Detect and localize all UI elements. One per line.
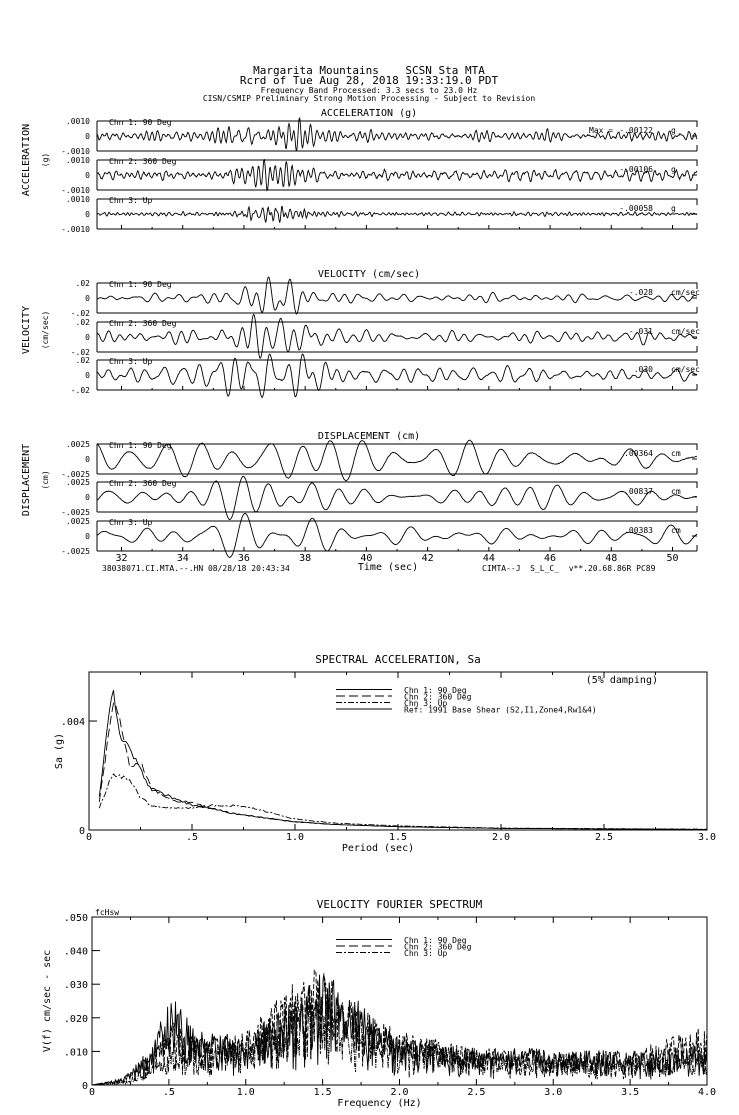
y-tick-label: .0010 xyxy=(65,117,90,126)
spectrum-line xyxy=(99,774,707,829)
channel-label: Chn 2: 360 Deg xyxy=(109,319,177,328)
channel-label: Chn 1: 90 Deg xyxy=(109,118,172,127)
y-tick-label: .0010 xyxy=(65,195,90,204)
legend-label: Chn 3: Up xyxy=(404,949,448,958)
channel-label: Chn 1: 90 Deg xyxy=(109,441,172,450)
x-tick-label: 4.0 xyxy=(697,1087,717,1098)
x-tick-label: 2.0 xyxy=(491,832,511,843)
peak-value: -.00106 xyxy=(619,165,653,174)
y-axis-unit: (cm/sec) xyxy=(41,310,50,350)
y-tick-label: .0010 xyxy=(65,156,90,165)
waveform-trace xyxy=(97,354,697,397)
legend-label: Chn 2: 360 Deg xyxy=(404,692,472,702)
peak-value: -.00058 xyxy=(619,204,653,213)
time-history-panel xyxy=(21,108,697,234)
y-tick-label: 0 xyxy=(85,333,90,342)
panel-title: DISPLACEMENT (cm) xyxy=(317,431,421,442)
y-tick-label: 0 xyxy=(85,294,90,303)
x-tick-label: 48 xyxy=(605,553,618,564)
y-tick-label: -.0025 xyxy=(61,508,90,517)
y-tick-label: .050 xyxy=(63,913,88,924)
y-tick-label: .0025 xyxy=(65,478,90,487)
x-tick-label: 2.0 xyxy=(390,1087,409,1098)
channel-label: Chn 2: 360 Deg xyxy=(109,479,177,488)
channel-label: Chn 3: Up xyxy=(109,196,153,205)
y-axis-label: Sa (g) xyxy=(54,732,65,770)
y-tick-label: -.0025 xyxy=(61,470,90,479)
peak-unit: g xyxy=(671,165,676,174)
y-tick-label: 0 xyxy=(85,171,90,180)
x-tick-label: 0 xyxy=(88,1087,96,1098)
header-processing-note: CISN/CSMIP Preliminary Strong Motion Processing - Subject to Revision xyxy=(202,94,536,103)
y-axis-label: V(f) cm/sec - sec xyxy=(42,949,53,1053)
channel-label: Chn 3: Up xyxy=(109,518,153,527)
y-tick-label: .0025 xyxy=(65,517,90,526)
spectrum-line xyxy=(99,703,707,829)
footer-processing-id: CIMTA--J S_L_C_ v**.20.68.86R PC89 xyxy=(482,564,656,573)
peak-unit: cm/sec xyxy=(671,327,700,336)
damping-note: (5% damping) xyxy=(585,675,658,686)
y-tick-label: 0 xyxy=(85,371,90,380)
peak-value: -.00122 xyxy=(619,126,653,135)
corner-label: fcHsw xyxy=(95,908,120,917)
y-tick-label: .010 xyxy=(63,1047,88,1059)
y-tick-label: -.0010 xyxy=(61,186,90,195)
y-tick-label: .0025 xyxy=(65,440,90,449)
x-tick-label: .5 xyxy=(162,1087,175,1098)
time-history-panel xyxy=(21,269,700,398)
x-tick-label: 3.0 xyxy=(544,1087,563,1098)
y-tick-label: 0 xyxy=(85,210,90,219)
y-tick-label: .02 xyxy=(75,279,90,288)
y-tick-label: .02 xyxy=(75,356,90,365)
peak-unit: cm/sec xyxy=(671,288,700,297)
y-tick-label: -.02 xyxy=(70,386,90,395)
peak-value: .030 xyxy=(633,365,653,374)
x-tick-label: 38 xyxy=(299,553,312,564)
y-tick-label: 0 xyxy=(85,532,90,541)
fourier-spectrum-chart xyxy=(42,898,716,1109)
x-tick-label: 36 xyxy=(237,553,250,564)
chart-title: SPECTRAL ACCELERATION, Sa xyxy=(315,653,481,666)
legend-label: Chn 1: 90 Deg xyxy=(404,686,467,695)
waveform-trace xyxy=(97,440,697,481)
peak-value: -.028 xyxy=(628,288,653,297)
peak-unit: cm xyxy=(671,487,681,496)
y-axis-label: VELOCITY xyxy=(21,305,32,355)
peak-unit: cm xyxy=(671,526,681,535)
y-tick-label: -.0010 xyxy=(61,225,90,234)
y-tick-label: .004 xyxy=(60,717,85,729)
y-axis-unit: (cm) xyxy=(41,470,50,490)
x-tick-label: 2.5 xyxy=(594,832,614,843)
x-tick-label: 1.5 xyxy=(313,1087,332,1098)
legend-label: Ref: 1991 Base Shear (S2,I1,Zone4,Rw1&4) xyxy=(404,705,597,715)
spectral-acceleration-chart xyxy=(54,653,716,854)
peak-value: -.00837 xyxy=(619,487,653,496)
y-tick-label: -.02 xyxy=(70,309,90,318)
waveform-trace xyxy=(97,207,697,223)
peak-unit: g xyxy=(671,204,676,213)
y-tick-label: .030 xyxy=(63,980,88,992)
peak-value: .00364 xyxy=(624,449,653,458)
x-tick-label: 42 xyxy=(421,553,434,564)
chart-title: VELOCITY FOURIER SPECTRUM xyxy=(316,898,483,911)
waveform-trace xyxy=(97,159,697,190)
y-axis-label: DISPLACEMENT xyxy=(21,443,32,517)
channel-frame xyxy=(97,482,697,512)
time-history-panel xyxy=(21,431,697,573)
x-tick-label: 3.0 xyxy=(697,832,717,843)
x-tick-label: 0 xyxy=(85,832,93,843)
channel-label: Chn 1: 90 Deg xyxy=(109,280,172,289)
y-tick-label: 0 xyxy=(81,1081,88,1092)
header-record-time: Rcrd of Tue Aug 28, 2018 19:33:19.0 PDT xyxy=(239,74,499,87)
y-tick-label: 0 xyxy=(85,455,90,464)
peak-unit: cm/sec xyxy=(671,365,700,374)
x-axis-label: Period (sec) xyxy=(341,843,415,854)
x-tick-label: 3.5 xyxy=(621,1087,640,1098)
report-header xyxy=(203,64,536,103)
y-tick-label: .040 xyxy=(63,946,88,958)
peak-value: .00383 xyxy=(624,526,653,535)
x-tick-label: 32 xyxy=(115,553,128,564)
y-tick-label: .02 xyxy=(75,318,90,327)
x-axis-label: Frequency (Hz) xyxy=(337,1098,422,1109)
y-tick-label: 0 xyxy=(78,826,85,837)
x-tick-label: 34 xyxy=(176,553,189,564)
y-tick-label: .020 xyxy=(63,1013,88,1025)
channel-label: Chn 2: 360 Deg xyxy=(109,157,177,166)
x-tick-label: 1.0 xyxy=(285,832,305,843)
footer-record-id: 38038071.CI.MTA.--.HN 08/28/18 20:43:34 xyxy=(102,564,290,573)
peak-unit: cm xyxy=(671,449,681,458)
legend-label: Chn 3: Up xyxy=(404,699,448,708)
channel-frame xyxy=(97,283,697,313)
x-tick-label: .5 xyxy=(185,832,199,843)
peak-value: -.031 xyxy=(628,327,653,336)
y-tick-label: 0 xyxy=(85,132,90,141)
panel-title: VELOCITY (cm/sec) xyxy=(317,269,421,280)
y-axis-label: ACCELERATION xyxy=(21,123,32,197)
legend-label: Chn 1: 90 Deg xyxy=(404,936,467,945)
x-tick-label: 2.5 xyxy=(467,1087,486,1098)
y-tick-label: -.0010 xyxy=(61,147,90,156)
channel-label: Chn 3: Up xyxy=(109,357,153,366)
waveform-trace xyxy=(97,476,697,519)
plot-frame xyxy=(89,672,707,830)
y-axis-unit: (g) xyxy=(41,152,50,168)
y-tick-label: -.0025 xyxy=(61,547,90,556)
y-tick-label: -.02 xyxy=(70,348,90,357)
x-axis-label: Time (sec) xyxy=(357,562,419,573)
x-tick-label: 1.0 xyxy=(236,1087,255,1098)
waveform-trace xyxy=(97,118,697,152)
header-station: Margarita Mountains SCSN Sta MTA xyxy=(253,64,485,77)
x-tick-label: 50 xyxy=(666,553,679,564)
x-tick-label: 1.5 xyxy=(388,832,408,843)
peak-unit: g xyxy=(671,126,676,135)
channel-frame xyxy=(97,322,697,352)
x-tick-label: 40 xyxy=(360,553,373,564)
legend-label: Chn 2: 360 Deg xyxy=(404,942,472,952)
x-tick-label: 46 xyxy=(544,553,557,564)
header-frequency-band: Frequency Band Processed: 3.3 secs to 23.0 Hz xyxy=(260,86,478,95)
y-tick-label: 0 xyxy=(85,493,90,502)
x-tick-label: 44 xyxy=(482,553,495,564)
channel-frame xyxy=(97,521,697,551)
max-label: Max = xyxy=(589,126,614,135)
time-history-plots xyxy=(21,108,700,573)
channel-frame xyxy=(97,444,697,474)
panel-title: ACCELERATION (g) xyxy=(320,108,418,119)
